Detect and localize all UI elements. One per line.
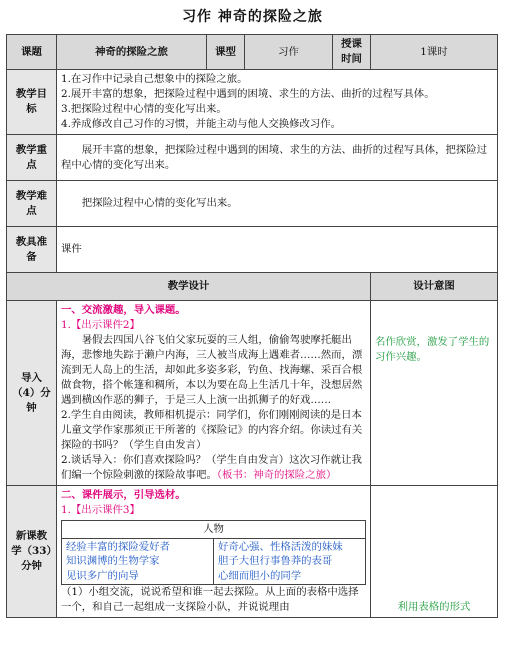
intro-story: 暑假去四国八谷飞伯父家玩耍的三人组，偷偷驾驶摩托艇出海，悲惨地失踪于濑户内海，三人被当成海上遇难者……然而，漂流到无人岛上的生活，却如此多姿多彩，钓鱼、找海螺、采百合根做食物，搭个帐篷和稠所，本以为要在岛上生活几十年，没想居然遇到横凶作恶的狮子，于是三人上演一出抓狮子的好戏…… [61, 334, 363, 406]
design-header: 教学设计 [7, 273, 371, 301]
goal-item: 2.展开丰富的想象，把探险过程中遇到的困境、求生的方法、曲折的过程写具体。 [61, 88, 435, 100]
goal-item: 3.把探险过程中心情的变化写出来。 [61, 103, 227, 115]
difficulty-content: 把探险过程中心情的变化写出来。 [57, 181, 498, 227]
character-table [61, 520, 366, 585]
character-item: 心细而胆小的同学 [218, 569, 302, 582]
newlesson-heading: 二、课件展示，引导选材。 [61, 489, 186, 501]
newlesson-intent: 利用表格的形式 [371, 486, 498, 618]
intro-label: 导入（4）分钟 [7, 301, 57, 486]
newlesson-slide: 1.【出示课件3】 [61, 504, 140, 516]
intro-talk-text: 2.谈话导入：你们喜欢探险吗？（学生自由发言）这次习作就让我们编一个惊险刺激的探险故事吧。 [61, 454, 362, 481]
key-row [7, 135, 498, 181]
character-item: 胆子大但行事鲁莽的表哥 [218, 555, 333, 567]
character-item: 见识多广的向导 [66, 569, 139, 582]
tools-row [7, 227, 498, 273]
character-table-head-row [62, 521, 366, 539]
hours-label: 授课时间 [333, 35, 371, 70]
design-header-row [7, 273, 498, 301]
intro-intent: 名作欣赏，激发了学生的习作兴趣。 [371, 301, 498, 486]
goals-row [7, 70, 498, 135]
character-table-head: 人物 [62, 521, 366, 539]
intro-slide: 1.【出示课件2】 [61, 319, 140, 331]
character-left-list [62, 538, 214, 585]
goals-label: 教学目标 [7, 70, 57, 135]
intro-talk [61, 453, 366, 483]
lesson-plan-table [6, 34, 498, 618]
newlesson-tail: （1）小组交流，说说希望和谁一起去探险。从上面的表格中选择一个，和自己一起组成一支探险小队，并说说理由 [61, 586, 359, 613]
intent-header: 设计意图 [371, 273, 498, 301]
intro-row [7, 301, 498, 486]
character-item: 知识渊博的生物学家 [66, 555, 160, 567]
goal-item: 4.养成修改自己习作的习惯，并能主动与他人交换修改习作。 [61, 118, 342, 130]
lesson-value: 神奇的探险之旅 [57, 35, 207, 70]
difficulty-row [7, 181, 498, 227]
page-title: 习作 神奇的探险之旅 [182, 9, 323, 25]
intro-content [57, 301, 371, 486]
tools-content: 课件 [57, 227, 498, 273]
type-value: 习作 [245, 35, 333, 70]
character-table-body-row [62, 538, 366, 585]
goal-item: 1.在习作中记录自己想象中的探险之旅。 [61, 73, 248, 85]
type-label: 课型 [207, 35, 245, 70]
goals-content [57, 70, 498, 135]
key-content: 展开丰富的想象，把探险过程中遇到的困境、求生的方法、曲折的过程写具体，把探险过程中心情的变化写出来。 [57, 135, 498, 181]
tools-label: 教具准备 [7, 227, 57, 273]
info-row [7, 35, 498, 70]
character-item: 经验丰富的探险爱好者 [66, 540, 170, 553]
intro-question: 2.学生自由阅读，教师相机提示：同学们，你们刚刚阅读的是日本儿童文学作家那须正干所著的《探险记》的内容介绍。你读过有关探险的书吗？（学生自由发言） [61, 409, 363, 451]
difficulty-label: 教学难点 [7, 181, 57, 227]
newlesson-row [7, 486, 498, 618]
key-label: 教学重点 [7, 135, 57, 181]
newlesson-content [57, 486, 371, 618]
intro-heading: 一、交流激趣，导入课题。 [61, 304, 186, 316]
newlesson-label: 新课教学（33）分钟 [7, 486, 57, 618]
character-item: 好奇心强、性格活泼的妹妹 [218, 540, 343, 553]
character-right-list [214, 538, 366, 585]
hours-value: 1课时 [371, 35, 498, 70]
board-note: （板书：神奇的探险之旅） [216, 469, 337, 481]
lesson-label: 课题 [7, 35, 57, 70]
